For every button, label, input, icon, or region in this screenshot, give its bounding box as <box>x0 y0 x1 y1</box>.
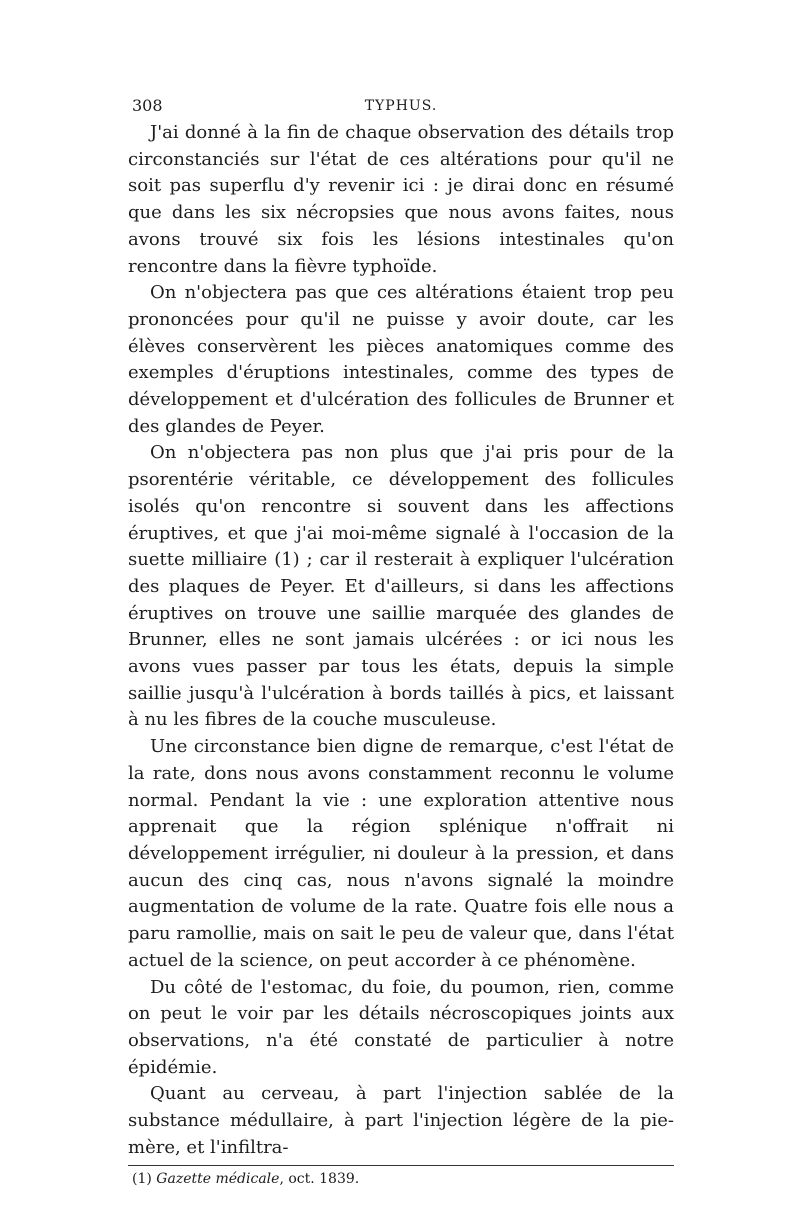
footnote-marker: (1) <box>132 1171 152 1188</box>
footnote-divider <box>128 1165 674 1166</box>
page-number: 308 <box>132 96 163 115</box>
running-title: TYPHUS. <box>364 98 438 114</box>
paragraph: Quant au cerveau, à part l'injection sablée de la substance médullaire, à part l'injection légère de la pie-mère, et l'infiltra- <box>128 1083 674 1158</box>
body-text <box>128 120 674 1161</box>
footnote <box>128 1168 674 1190</box>
paragraph: J'ai donné à la fin de chaque observation des détails trop circonstanciés sur l'état de ces altérations pour qu'il ne soit pas superflu d'y revenir ici : je dirai donc en résumé que dans les six nécropsies que nous avons faites, nous avons trouvé six fois les lésions intestinales qu'on rencontre dans la fièvre typhoïde. <box>128 122 674 277</box>
footnote-source: Gazette médicale <box>156 1171 280 1188</box>
paragraph: Du côté de l'estomac, du foie, du poumon, rien, comme on peut le voir par les détails nécroscopiques joints aux observations, n'a été constaté de particulier à notre épidémie. <box>128 976 674 1078</box>
paragraph: On n'objectera pas que ces altérations étaient trop peu prononcées pour qu'il ne puisse y avoir doute, car les élèves conservèrent les pièces anatomiques comme des exemples d'éruptions intestinales, comme des types de développement et d'ulcération des follicules de Brunner et des glandes de Peyer. <box>128 282 674 437</box>
running-header <box>128 94 674 118</box>
footnote-date: , oct. 1839. <box>279 1171 360 1188</box>
book-page <box>128 94 674 1190</box>
paragraph: Une circonstance bien digne de remarque, c'est l'état de la rate, dons nous avons constamment reconnu le volume normal. Pendant la vie : une exploration attentive nous apprenait que la région splénique n'offrait ni développement irrégulier, ni douleur à la pression, et dans aucun des cinq cas, nous n'avons signalé la moindre augmentation de volume de la rate. Quatre fois elle nous a paru ramollie, mais on sait le peu de valeur que, dans l'état actuel de la science, on peut accorder à ce phénomène. <box>128 736 674 971</box>
paragraph: On n'objectera pas non plus que j'ai pris pour de la psorentérie véritable, ce développement des follicules isolés qu'on rencontre si souvent dans les affections éruptives, et que j'ai moi-même signalé à l'occasion de la suette milliaire (1) ; car il resterait à expliquer l'ulcération des plaques de Peyer. Et d'ailleurs, si dans les affections éruptives on trouve une saillie marquée des glandes de Brunner, elles ne sont jamais ulcérées : or ici nous les avons vues passer par tous les états, depuis la simple saillie jusqu'à l'ulcération à bords taillés à pics, et laissant à nu les fibres de la couche musculeuse. <box>128 442 674 731</box>
